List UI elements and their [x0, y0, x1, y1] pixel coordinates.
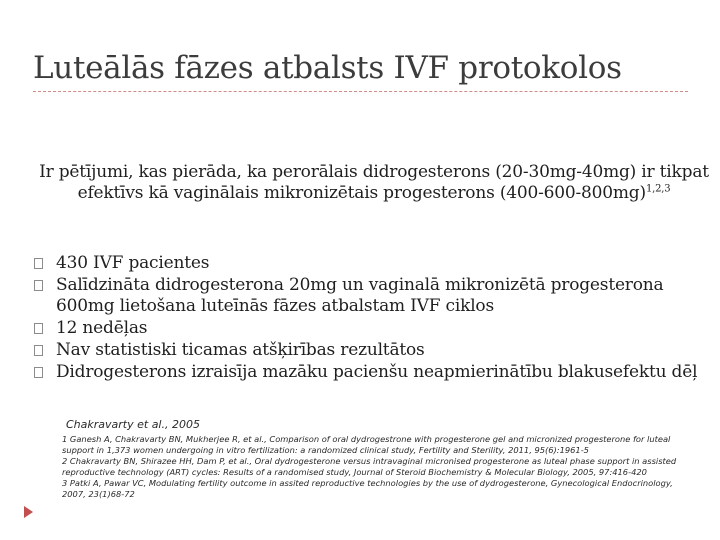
- checkbox-bullet-icon: [34, 367, 43, 378]
- bullet-item: [30, 362, 700, 383]
- slide-title: Luteālās fāzes atbalsts IVF protokolos: [33, 50, 622, 86]
- bullet-text: 430 IVF pacientes: [56, 253, 210, 273]
- bullet-item: [30, 253, 700, 274]
- bullet-item: [30, 275, 700, 317]
- bullet-item: [30, 318, 700, 339]
- intro-paragraph: [38, 162, 710, 204]
- bullet-list: [30, 253, 700, 384]
- bullet-text: 12 nedēļas: [56, 318, 148, 338]
- intro-superscript: 1,2,3: [645, 183, 671, 195]
- bullet-text: Nav statistiski ticamas atšķirības rezultātos: [56, 340, 425, 360]
- checkbox-bullet-icon: [34, 258, 43, 269]
- bullet-text: Salīdzināta didrogesterona 20mg un vaginalā mikronizētā progesterona 600mg lietošana luteīnās fāzes atbalstam IVF ciklos: [56, 275, 664, 316]
- bullet-text: Didrogesterons izraisīja mazāku pacienšu neapmierinātību blakusefektu dēļ: [56, 362, 698, 382]
- title-divider: [33, 91, 688, 92]
- reference-item: 2 Chakravarty BN, Shirazee HH, Dam P, et al., Oral dydrogesterone versus intravaginal micronised progesterone as luteal phase support in assisted reproductive technology (ART) cycles: Results of a randomised study, Journal of Steroid Biochemistry & Molecular Biology, 2005, 97:416-420: [62, 456, 677, 478]
- intro-text: Ir pētījumi, kas pierāda, ka perorālais didrogesterons (20-30mg-40mg) ir tikpat efektīvs kā vaginālais mikronizētais progesterons (400-600-800mg): [39, 162, 709, 203]
- slide-nav-arrow-icon[interactable]: [24, 506, 33, 518]
- bullet-item: [30, 340, 700, 361]
- checkbox-bullet-icon: [34, 280, 43, 291]
- references-list: [62, 434, 687, 501]
- reference-item: 3 Patki A, Pawar VC, Modulating fertility outcome in assited reproductive technologies by the use of dydrogesterone, Gynecological Endocrinology, 2007, 23(1)68-72: [62, 478, 673, 500]
- checkbox-bullet-icon: [34, 323, 43, 334]
- study-citation: Chakravarty et al., 2005: [66, 418, 200, 431]
- reference-item: 1 Ganesh A, Chakravarty BN, Mukherjee R, et al., Comparison of oral dydrogestrone with progesterone gel and micronized progesterone for luteal support in 1,373 women undergoing in vitro fertilization: a randomized clinical study, Fertility and Sterility, 2011, 95(6):1961-5: [62, 434, 671, 456]
- checkbox-bullet-icon: [34, 345, 43, 356]
